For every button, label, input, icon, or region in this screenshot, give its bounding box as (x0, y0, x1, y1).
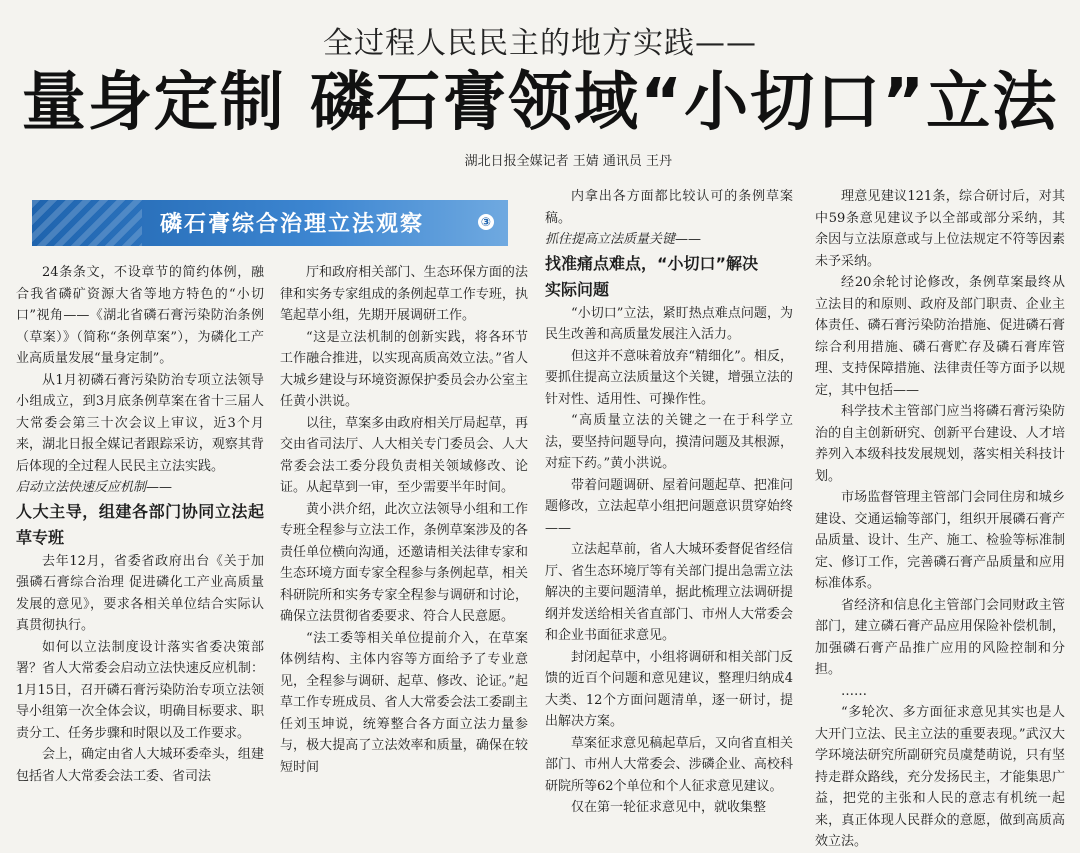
paragraph: “这是立法机制的创新实践，将各环节工作融合推进，以实现高质高效立法。”省人大城乡建设与环境资源保护委员会办公室主任黄小洪说。 (280, 329, 528, 409)
paragraph: 草案征求意见稿起草后，又向省直相关部门、市州人大常委会、涉磷企业、高校科研院所等62个单位和个人征求意见建议。 (545, 735, 793, 794)
paragraph: “多轮次、多方面征求意见其实也是人大开门立法、民主立法的重要表现。”武汉大学环境法研究所副研究员虞楚萌说，只有坚持走群众路线，充分发扬民主，才能集思广益，把党的主张和人民的意志有机统一起来，真正体现人民群众的意愿，做到高质高效立法。 (815, 705, 1065, 849)
section-heading: 人大主导，组建各部门协同立法起草专班 (16, 501, 264, 547)
banner-title: 磷石膏综合治理立法观察 (160, 212, 425, 237)
paragraph: 会上，确定由省人大城环委牵头，组建包括省人大常委会法工委、省司法 (16, 747, 264, 784)
paragraph: 市场监督管理主管部门会同住房和城乡建设、交通运输等部门，组织开展磷石膏产品质量、设计、生产、施工、检验等标准制定、修订工作，完善磷石膏产品质量和应用标准体系。 (815, 490, 1065, 591)
paragraph: “法工委等相关单位提前介入，在草案体例结构、主体内容等方面给予了专业意见，全程参与调研、起草、修改、论证。”起草工作专班成员、省人大常委会法工委副主任刘玉坤说，统筹整合各方面立法力量参与，极大提高了立法效率和质量，确保在较短时间 (280, 630, 528, 775)
banner-number: ③ (478, 214, 494, 230)
paragraph: 省经济和信息化主管部门会同财政主管部门，建立磷石膏产品应用保险补偿机制，加强磷石膏产品推广应用的风险控制和分担。 (815, 597, 1065, 677)
paragraph: 理意见建议121条，综合研讨后，对其中59条意见建议予以全部或部分采纳，其余因与立法原意或与上位法规定不符等因素未予采纳。 (815, 189, 1065, 269)
section-label: 抓住提高立法质量关键—— (545, 232, 702, 247)
paragraph: 厅和政府相关部门、生态环保方面的法律和实务专家组成的条例起草工作专班，执笔起草小组，先期开展调研工作。 (280, 265, 528, 323)
banner-decoration (32, 200, 142, 246)
paragraph: 立法起草前，省人大城环委督促省经信厅、省生态环境厅等有关部门提出急需立法解决的主要问题清单，据此梳理立法调研提纲并发送给相关省直部门、市州人大常委会和企业书面征求意见。 (545, 542, 793, 643)
ellipsis: …… (841, 683, 867, 699)
paragraph: 仅在第一轮征求意见中，就收集整 (571, 800, 767, 815)
section-heading (545, 251, 793, 303)
column-3 (545, 186, 793, 815)
section-banner (0, 200, 540, 280)
headline: 量身定制 磷石膏领域“小切口”立法 (21, 66, 1059, 140)
paragraph: “高质量立法的关键之一在于科学立法，要坚持问题导向，摸清问题及其根源，对症下药。”黄小洪说。 (545, 413, 793, 471)
section-heading-line-2: 实际问题 (545, 279, 610, 299)
paragraph: 但这并不意味着放弃“精细化”。相反，要抓住提高立法质量这个关键，增强立法的针对性、适用性、可操作性。 (545, 348, 793, 407)
paragraph: 24条条文，不设章节的简约体例，融合我省磷矿资源大省等地方特色的“小切口”视角——《湖北省磷石膏污染防治条例（草案）》（简称“条例草案”），为磷化工产业高质量发展“量身定制”。 (16, 265, 264, 366)
paragraph: “小切口”立法，紧盯热点难点问题，为民生改善和高质量发展注入活力。 (545, 305, 793, 342)
paragraph: 封闭起草中，小组将调研和相关部门反馈的近百个问题和意见建议，整理归纳成4大类、12个方面问题清单，逐一研讨，提出解决方案。 (545, 649, 793, 729)
section-label: 启动立法快速反应机制—— (16, 480, 173, 495)
paragraph: 黄小洪介绍，此次立法领导小组和工作专班全程参与立法工作，条例草案涉及的各责任单位横向沟通，还邀请相关法律专家和生态环境方面专家全程参与条例起草，相关科研院所和实务专家全程参与调研和讨论，确保立法贯彻省委要求、符合人民意愿。 (280, 501, 528, 624)
paragraph: 带着问题调研、屋着问题起草、把准问题修改，立法起草小组把问题意识贯穿始终—— (545, 477, 793, 536)
byline: 湖北日报全媒记者 王婧 通讯员 王丹 (464, 154, 672, 169)
paragraph: 经20余轮讨论修改，条例草案最终从立法目的和原则、政府及部门职责、企业主体责任、磷石膏污染防治措施、促进磷石膏综合利用措施、磷石膏贮存及磷石膏库管理、支持保障措施、法律责任等方面予以规定，其中包括—— (815, 275, 1065, 398)
section-heading-line-1: 找准痛点难点，“小切口”解决 (545, 253, 759, 273)
paragraph: 从1月初磷石膏污染防治专项立法领导小组成立，到3月底条例草案在省十三届人大常委会第三十次会议上审议，近3个月来，湖北日报全媒记者跟踪采访，观察其背后体现的全过程人民民主立法实践。 (16, 372, 264, 474)
paragraph: 科学技术主管部门应当将磷石膏污染防治的自主创新研究、创新平台建设、人才培养列入本级科技发展规划，落实相关科技计划。 (815, 404, 1065, 484)
paragraph: 内拿出各方面都比较认可的条例草案稿。 (545, 189, 793, 226)
banner-bar (32, 200, 508, 246)
paragraph: 以往，草案多由政府相关厅局起草，再交由省司法厅、人大相关专门委员会、人大常委会法工委分段负责相关领域修改、论证。从起草到一审，至少需要半年时间。 (280, 415, 528, 495)
paragraph: 如何以立法制度设计落实省委决策部署？省人大常委会启动立法快速反应机制：1月15日，召开磷石膏污染防治专项立法领导小组第一次全体会议，明确目标要求、职责分工、任务步骤和时限以及工作要求。 (16, 639, 264, 741)
kicker: 全过程人民民主的地方实践—— (323, 26, 757, 61)
paragraph: 去年12月，省委省政府出台《关于加强磷石膏综合治理 促进磷化工产业高质量发展的意见》，要求各相关单位结合实际认真贯彻执行。 (16, 553, 264, 633)
column-4 (815, 186, 1065, 849)
